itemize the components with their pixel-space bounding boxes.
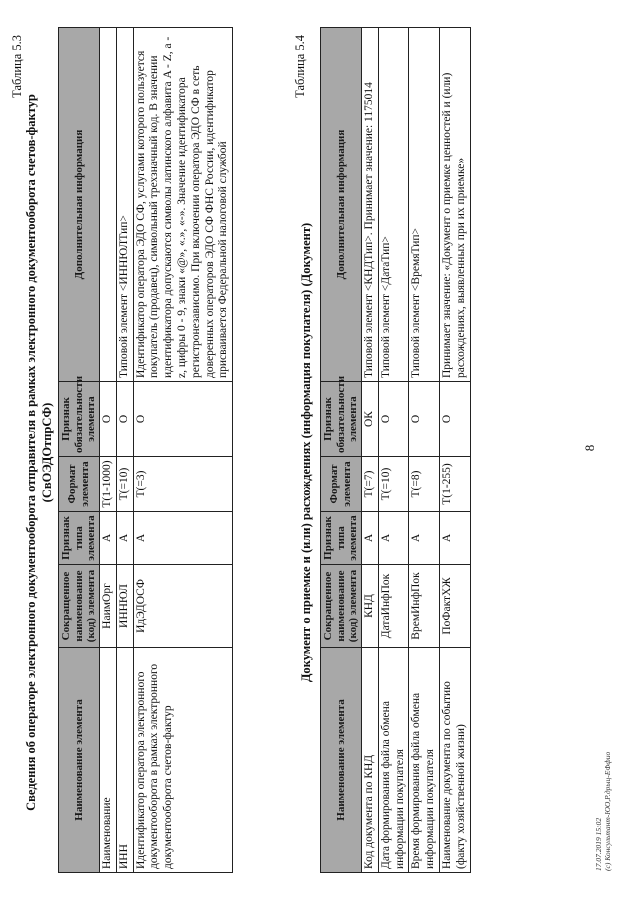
table-row	[116, 28, 133, 873]
header-format: Формат элемента	[321, 457, 362, 512]
header-type: Признак типа элемента	[59, 512, 100, 565]
footer-note	[594, 611, 612, 871]
table-header-row	[59, 28, 100, 873]
cell-format: T(=10)	[116, 457, 133, 512]
table-row	[99, 28, 116, 873]
header-short-name: Сокращенное наименование (код) элемента	[59, 565, 100, 648]
cell-additional-info: Принимает значение: «Документ о приемке ценностей и (или) расхождениях, выявленных при их приемке»	[439, 28, 470, 382]
cell-additional-info: Типовой элемент <ИННЮЛТип>	[116, 28, 133, 382]
cell-type: А	[378, 512, 409, 565]
cell-format: T(=7)	[361, 457, 378, 512]
cell-type: А	[116, 512, 133, 565]
table-5-3-caption-line1: Сведения об операторе электронного документооборота отправителя в рамках электронного документооборота счетов-фактур	[24, 94, 38, 811]
table-header-row	[321, 28, 362, 873]
cell-type: А	[409, 512, 440, 565]
cell-required: О	[378, 382, 409, 457]
cell-additional-info: Идентификатор оператора ЭДО СФ, услугами которого пользуется покупатель (продавец), символьный трехзначный код. В значении идентификатора допускаются символы латинского алфавита A - Z, a - z, цифры 0 - 9, знаки «@», «.», «-». Значение идентификатора регистронезависимо. При включении оператора ЭДО СФ в сеть доверенных операторов ЭДО СФ ФНС России, идентификатор присваивается Федеральной налоговой службой	[133, 28, 233, 382]
cell-additional-info: Типовой элемент <ВремяТип>	[409, 28, 440, 382]
cell-required: О	[99, 382, 116, 457]
cell-short-name: НаимОрг	[99, 565, 116, 648]
cell-element-name: Наименование	[99, 648, 116, 873]
table-5-3-caption-line2: (СвОЭДОтпрСФ)	[39, 402, 54, 503]
cell-format: T(=8)	[409, 457, 440, 512]
cell-required: О	[133, 382, 233, 457]
table-row	[133, 28, 233, 873]
cell-type: А	[99, 512, 116, 565]
cell-short-name: ПоФактХЖ	[439, 565, 470, 648]
cell-format: T(1-255)	[439, 457, 470, 512]
cell-element-name: Код документа по КНД	[361, 648, 378, 873]
cell-format: T(1-1000)	[99, 457, 116, 512]
footer-source: (c) Консультант-ЮО,Р.дрыц-ЕФфио	[603, 751, 612, 871]
table-row	[361, 28, 378, 873]
header-additional-info: Дополнительная информация	[321, 28, 362, 382]
header-element-name: Наименование элемента	[321, 648, 362, 873]
cell-element-name: Идентификатор оператора электронного документооборота в рамках электронного документооборота счетов-фактур	[133, 648, 233, 873]
cell-short-name: ИННЮЛ	[116, 565, 133, 648]
cell-short-name: ВремИнфПок	[409, 565, 440, 648]
table-row	[439, 28, 470, 873]
footer-date: 17.07.2019 15:02	[594, 817, 603, 871]
table-5-4	[320, 27, 471, 873]
header-type: Признак типа элемента	[321, 512, 362, 565]
cell-short-name: КНД	[361, 565, 378, 648]
cell-additional-info	[99, 28, 116, 382]
cell-element-name: Наименование документа по событию (факту хозяйственной жизни)	[439, 648, 470, 873]
cell-required: ОК	[361, 382, 378, 457]
header-short-name: Сокращенное наименование (код) элемента	[321, 565, 362, 648]
cell-required: О	[409, 382, 440, 457]
cell-format: T(=3)	[133, 457, 233, 512]
cell-short-name: ИдЭДОСФ	[133, 565, 233, 648]
cell-format: T(=10)	[378, 457, 409, 512]
cell-short-name: ДатаИнфПок	[378, 565, 409, 648]
cell-additional-info: Типовой элемент <ДатаТип>	[378, 28, 409, 382]
header-required: Признак обязательности элемента	[321, 382, 362, 457]
cell-element-name: ИНН	[116, 648, 133, 873]
table-row	[409, 28, 440, 873]
cell-type: А	[133, 512, 233, 565]
cell-required: О	[439, 382, 470, 457]
table-5-4-caption: Документ о приемке и (или) расхождениях (информация покупателя) (Документ)	[299, 222, 313, 683]
header-additional-info: Дополнительная информация	[59, 28, 100, 382]
table-row	[378, 28, 409, 873]
table-5-3-label: Таблица 5.3	[10, 35, 24, 98]
cell-element-name: Время формирования файла обмена информации покупателя	[409, 648, 440, 873]
cell-type: А	[361, 512, 378, 565]
header-element-name: Наименование элемента	[59, 648, 100, 873]
table-5-3-caption	[24, 20, 55, 885]
cell-additional-info: Типовой элемент <КНДТип>. Принимает значение: 1175014	[361, 28, 378, 382]
table-5-3	[58, 27, 233, 873]
header-format: Формат элемента	[59, 457, 100, 512]
table-5-4-label: Таблица 5.4	[293, 35, 307, 98]
cell-required: О	[116, 382, 133, 457]
cell-element-name: Дата формирования файла обмена информации покупателя	[378, 648, 409, 873]
cell-type: А	[439, 512, 470, 565]
header-required: Признак обязательности элемента	[59, 382, 100, 457]
page-number: 8	[582, 444, 597, 452]
